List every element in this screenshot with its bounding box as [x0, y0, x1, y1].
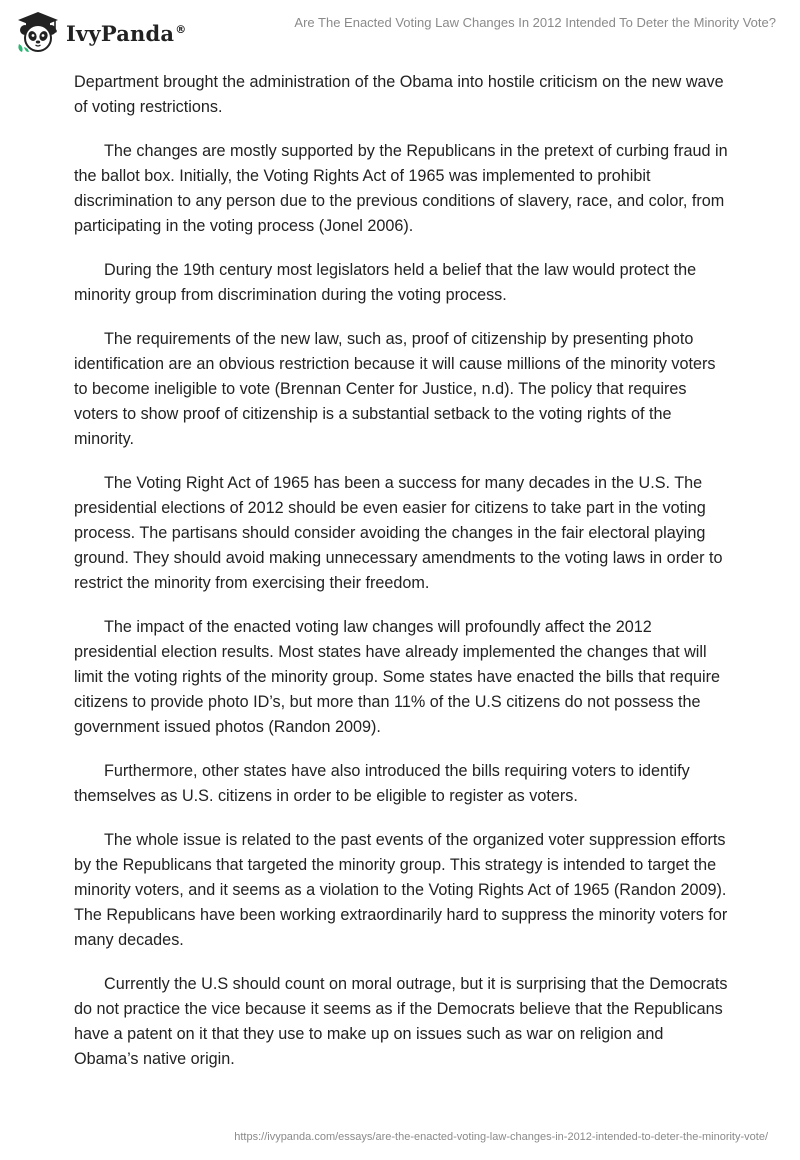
essay-body [74, 70, 730, 1091]
paragraph: The impact of the enacted voting law changes will profoundly affect the 2012 presidential election results. Most states have already implemented the changes that will limit the voting rights of the minority group. Some states have enacted the bills that require citizens to provide photo ID’s, but more than 11% of the U.S citizens do not possess the government issued photos (Randon 2009). [74, 618, 721, 736]
panda-graduate-icon [16, 10, 60, 54]
paragraph: Currently the U.S should count on moral outrage, but it is surprising that the Democrats do not practice the vice because it seems as if the Democrats believe that the Republicans have a patent on it that they use to make up on issues such as war on religion and Obama’s native origin. [74, 975, 728, 1068]
paragraph: The Voting Right Act of 1965 has been a success for many decades in the U.S. The presidential elections of 2012 should be even easier for citizens to take part in the voting process. The partisans should consider avoiding the changes in the fair electoral playing ground. They should avoid making unnecessary amendments to the voting laws in order to restrict the minority from exercising their freedom. [74, 474, 723, 592]
source-url-link[interactable]: https://ivypanda.com/essays/are-the-enacted-voting-law-changes-in-2012-intended-to-deter-the-minority-vote/ [234, 1131, 768, 1143]
paragraph: The requirements of the new law, such as, proof of citizenship by presenting photo identification are an obvious restriction because it will cause millions of the minority voters to become ineligible to vote (Brennan Center for Justice, n.d). The policy that requires voters to show proof of citizenship is a substantial setback to the voting rights of the minority. [74, 330, 716, 448]
paragraph: During the 19th century most legislators held a belief that the law would protect the minority group from discrimination during the voting process. [74, 261, 697, 304]
page-header [0, 0, 800, 62]
logo-wordmark [66, 21, 186, 46]
logo-registered-mark: ® [175, 22, 187, 36]
paragraph: The whole issue is related to the past events of the organized voter suppression efforts by the Republicans that targeted the minority group. This strategy is intended to target the minority voters, and it seems as a violation to the Voting Rights Act of 1965 (Randon 2009). The Republicans have been working extraordinarily hard to suppress the minority voters for many decades. [74, 831, 728, 949]
paragraph: Furthermore, other states have also introduced the bills requiring voters to identify themselves as U.S. citizens in order to be eligible to register as voters. [74, 762, 690, 805]
document-title: Are The Enacted Voting Law Changes In 2012 Intended To Deter the Minority Vote? [294, 15, 776, 30]
paragraph: Department brought the administration of the Obama into hostile criticism on the new wave of voting restrictions. [74, 73, 724, 116]
paragraph: The changes are mostly supported by the Republicans in the pretext of curbing fraud in the ballot box. Initially, the Voting Rights Act of 1965 was implemented to prohibit discrimination to any person due to the previous conditions of slavery, race, and color, from participating in the voting process (Jonel 2006). [74, 142, 728, 235]
logo-name: IvyPanda [66, 20, 175, 46]
ivypanda-logo[interactable] [16, 9, 186, 55]
